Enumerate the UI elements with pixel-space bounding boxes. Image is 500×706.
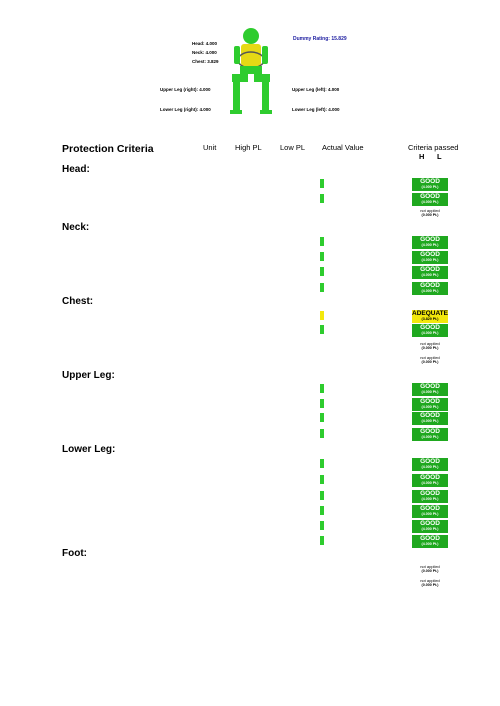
- criteria-result-label: GOOD: [420, 178, 440, 185]
- row-actual-value: [320, 252, 324, 261]
- row-actual-value: [320, 384, 324, 393]
- row-actual-value: [320, 475, 324, 484]
- criteria-result-label: GOOD: [420, 458, 440, 465]
- section-head: Head:: [62, 164, 90, 175]
- criteria-result-label: GOOD: [420, 520, 440, 527]
- col-criteria: Criteria passed: [408, 143, 459, 152]
- col-actual: Actual Value: [322, 143, 364, 152]
- criteria-result-label: ADEQUATE: [412, 310, 448, 317]
- criteria-result-badge: [412, 207, 448, 220]
- row-actual-value: [320, 536, 324, 545]
- criteria-result-badge: [412, 236, 448, 249]
- row-actual-value: [320, 491, 324, 500]
- criteria-result-points: (4.000 Pt.): [421, 331, 439, 335]
- criteria-result-label: GOOD: [420, 383, 440, 390]
- neck-rating: Neck: 4.000: [192, 50, 217, 55]
- criteria-result-points: (0.000 Pt.): [421, 346, 439, 350]
- criteria-result-points: (4.000 Pt.): [421, 200, 439, 204]
- row-actual-value: [320, 179, 324, 188]
- criteria-result-badge: [412, 577, 448, 590]
- criteria-result-badge: [412, 535, 448, 548]
- criteria-result-points: (0.000 Pt.): [421, 360, 439, 364]
- criteria-result-points: (4.000 Pt.): [421, 542, 439, 546]
- criteria-result-badge: [412, 398, 448, 411]
- row-actual-value: [320, 208, 324, 217]
- criteria-result-label: GOOD: [420, 412, 440, 419]
- criteria-result-points: (4.000 Pt.): [421, 390, 439, 394]
- criteria-result-points: (4.000 Pt.): [421, 243, 439, 247]
- row-actual-value: [320, 429, 324, 438]
- criteria-result-badge: [412, 412, 448, 425]
- criteria-result-label: not applied: [420, 355, 440, 360]
- criteria-result-badge: [412, 428, 448, 441]
- col-unit: Unit: [203, 143, 217, 152]
- row-actual-value: [320, 267, 324, 276]
- criteria-result-points: (4.000 Pt.): [421, 289, 439, 293]
- criteria-result-label: GOOD: [420, 236, 440, 243]
- row-actual-value: [320, 564, 324, 573]
- criteria-result-badge: [412, 490, 448, 503]
- criteria-result-points: (4.000 Pt.): [421, 405, 439, 409]
- criteria-result-points: (3.829 Pt.): [421, 317, 439, 321]
- criteria-result-label: GOOD: [420, 266, 440, 273]
- col-l: L: [437, 152, 442, 161]
- lower-leg-left-rating: Lower Leg (left): 4.000: [292, 107, 340, 112]
- criteria-result-badge: [412, 505, 448, 518]
- criteria-result-badge: [412, 563, 448, 576]
- criteria-result-label: GOOD: [420, 474, 440, 481]
- section-neck: Neck:: [62, 222, 90, 233]
- criteria-result-points: (4.000 Pt.): [421, 419, 439, 423]
- criteria-result-points: (4.000 Pt.): [421, 481, 439, 485]
- page-title: Protection Criteria: [62, 143, 154, 155]
- criteria-result-points: (0.000 Pt.): [421, 213, 439, 217]
- section-chest: Chest:: [62, 296, 94, 307]
- row-actual-value: [320, 311, 324, 320]
- criteria-result-badge: [412, 520, 448, 533]
- criteria-result-points: (4.000 Pt.): [421, 527, 439, 531]
- row-actual-value: [320, 413, 324, 422]
- row-actual-value: [320, 341, 324, 350]
- lower-leg-right-rating: Lower Leg (right): 4.000: [160, 107, 211, 112]
- criteria-result-badge: [412, 251, 448, 264]
- criteria-result-points: (4.000 Pt.): [421, 273, 439, 277]
- head-rating: Head: 4.000: [192, 41, 218, 46]
- col-h: H: [419, 152, 425, 161]
- criteria-result-label: not applied: [420, 208, 440, 213]
- row-actual-value: [320, 399, 324, 408]
- col-high-pl: High PL: [235, 143, 262, 152]
- criteria-result-badge: [412, 310, 448, 323]
- criteria-result-label: GOOD: [420, 324, 440, 331]
- criteria-result-badge: [412, 458, 448, 471]
- criteria-result-badge: [412, 324, 448, 337]
- criteria-result-label: GOOD: [420, 490, 440, 497]
- criteria-result-label: GOOD: [420, 398, 440, 405]
- section-upper-leg: Upper Leg:: [62, 370, 115, 381]
- criteria-result-label: GOOD: [420, 505, 440, 512]
- criteria-result-label: GOOD: [420, 428, 440, 435]
- criteria-result-points: (4.000 Pt.): [421, 258, 439, 262]
- criteria-result-points: (4.000 Pt.): [421, 465, 439, 469]
- criteria-result-badge: [412, 282, 448, 295]
- section-lower-leg: Lower Leg:: [62, 444, 116, 455]
- criteria-result-label: GOOD: [420, 251, 440, 258]
- criteria-result-points: (4.000 Pt.): [421, 497, 439, 501]
- criteria-result-label: not applied: [420, 564, 440, 569]
- row-actual-value: [320, 325, 324, 334]
- criteria-result-badge: [412, 354, 448, 367]
- dummy-figure: [228, 24, 274, 124]
- criteria-result-badge: [412, 266, 448, 279]
- row-actual-value: [320, 521, 324, 530]
- row-actual-value: [320, 283, 324, 292]
- criteria-result-badge: [412, 474, 448, 487]
- criteria-result-points: (4.000 Pt.): [421, 512, 439, 516]
- criteria-result-badge: [412, 340, 448, 353]
- chest-rating: Chest: 3.829: [192, 59, 219, 64]
- upper-leg-right-rating: Upper Leg (right): 4.000: [160, 87, 211, 92]
- criteria-result-label: GOOD: [420, 193, 440, 200]
- criteria-result-label: not applied: [420, 341, 440, 346]
- criteria-result-label: GOOD: [420, 535, 440, 542]
- dummy-rating: Dummy Rating: 15.829: [293, 36, 347, 42]
- row-actual-value: [320, 237, 324, 246]
- criteria-result-badge: [412, 383, 448, 396]
- criteria-result-points: (4.000 Pt.): [421, 185, 439, 189]
- upper-leg-left-rating: Upper Leg (left): 4.000: [292, 87, 340, 92]
- row-actual-value: [320, 578, 324, 587]
- section-foot: Foot:: [62, 548, 87, 559]
- row-actual-value: [320, 506, 324, 515]
- criteria-result-badge: [412, 178, 448, 191]
- criteria-result-badge: [412, 193, 448, 206]
- criteria-result-label: GOOD: [420, 282, 440, 289]
- criteria-result-label: not applied: [420, 578, 440, 583]
- row-actual-value: [320, 459, 324, 468]
- row-actual-value: [320, 355, 324, 364]
- criteria-result-points: (0.000 Pt.): [421, 569, 439, 573]
- criteria-result-points: (0.000 Pt.): [421, 583, 439, 587]
- col-low-pl: Low PL: [280, 143, 306, 152]
- criteria-result-points: (4.000 Pt.): [421, 435, 439, 439]
- row-actual-value: [320, 194, 324, 203]
